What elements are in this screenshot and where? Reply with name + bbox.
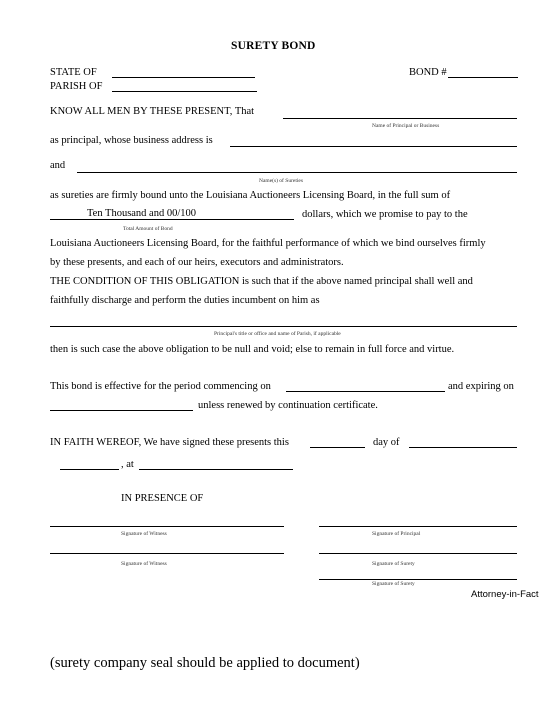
- document-title: SURETY BOND: [231, 40, 316, 52]
- principal-title-caption: Principal's title or office and name of Parish, if applicable: [214, 331, 341, 337]
- sureties-caption: Name(s) of Sureties: [259, 178, 303, 184]
- presents-text: by these presents, and each of our heirs, executors and administrators.: [50, 257, 344, 268]
- discharge-text: faithfully discharge and perform the duties incumbent on him as: [50, 295, 320, 306]
- at-label: , at: [121, 459, 134, 470]
- surety-1-caption: Signature of Surety: [372, 561, 415, 567]
- principal-title-field[interactable]: [50, 326, 517, 327]
- bond-amount-caption: Total Amount of Bond: [123, 226, 173, 232]
- bond-amount-field[interactable]: [50, 219, 294, 220]
- signing-day-field[interactable]: [310, 447, 365, 448]
- bond-amount-value: Ten Thousand and 00/100: [87, 208, 197, 219]
- principal-name-field[interactable]: [283, 118, 517, 119]
- principal-signature-caption: Signature of Principal: [372, 531, 421, 537]
- commencing-date-field[interactable]: [286, 391, 445, 392]
- parish-field[interactable]: [112, 91, 257, 92]
- signing-year-field[interactable]: [60, 469, 119, 470]
- faith-text: IN FAITH WEREOF, We have signed these presents this: [50, 437, 289, 448]
- witness-1-caption: Signature of Witness: [121, 531, 167, 537]
- seal-note: (surety company seal should be applied to document): [50, 655, 360, 671]
- expiring-text: and expiring on: [448, 381, 514, 392]
- bond-number-field[interactable]: [448, 77, 518, 78]
- witness-1-signature-line[interactable]: [50, 526, 284, 527]
- effective-text: This bond is effective for the period commencing on: [50, 381, 271, 392]
- as-principal-text: as principal, whose business address is: [50, 135, 213, 146]
- surety-2-caption: Signature of Surety: [372, 581, 415, 587]
- surety-2-signature-line[interactable]: [319, 579, 517, 580]
- principal-name-caption: Name of Principal or Business: [372, 123, 440, 129]
- signing-month-field[interactable]: [409, 447, 517, 448]
- business-address-field[interactable]: [230, 146, 517, 147]
- bond-number-label: BOND #: [409, 67, 447, 78]
- state-label: STATE OF: [50, 67, 97, 78]
- state-field[interactable]: [112, 77, 255, 78]
- witness-2-caption: Signature of Witness: [121, 561, 167, 567]
- know-all-text: KNOW ALL MEN BY THESE PRESENT, That: [50, 106, 255, 117]
- condition-text: THE CONDITION OF THIS OBLIGATION is such that if the above named principal shall well and: [50, 276, 473, 287]
- presence-label: IN PRESENCE OF: [121, 493, 204, 504]
- renewed-text: unless renewed by continuation certificate.: [198, 400, 378, 411]
- witness-2-signature-line[interactable]: [50, 553, 284, 554]
- attorney-in-fact-label: Attorney-in-Fact: [471, 589, 539, 600]
- day-of-label: day of: [373, 437, 400, 448]
- null-void-text: then is such case the above obligation to be null and void; else to remain in full force and virtue.: [50, 344, 455, 355]
- surety-1-signature-line[interactable]: [319, 553, 517, 554]
- principal-signature-line[interactable]: [319, 526, 517, 527]
- dollars-text: dollars, which we promise to pay to the: [302, 209, 468, 220]
- sureties-name-field[interactable]: [77, 172, 517, 173]
- signing-place-field[interactable]: [139, 469, 293, 470]
- sureties-text: as sureties are firmly bound unto the Louisiana Auctioneers Licensing Board, in the full sum of: [50, 190, 451, 201]
- board-text: Louisiana Auctioneers Licensing Board, for the faithful performance of which we bind ourselves firmly: [50, 238, 486, 249]
- expiring-date-field[interactable]: [50, 410, 193, 411]
- parish-label: PARISH OF: [50, 81, 103, 92]
- and-label: and: [50, 160, 66, 171]
